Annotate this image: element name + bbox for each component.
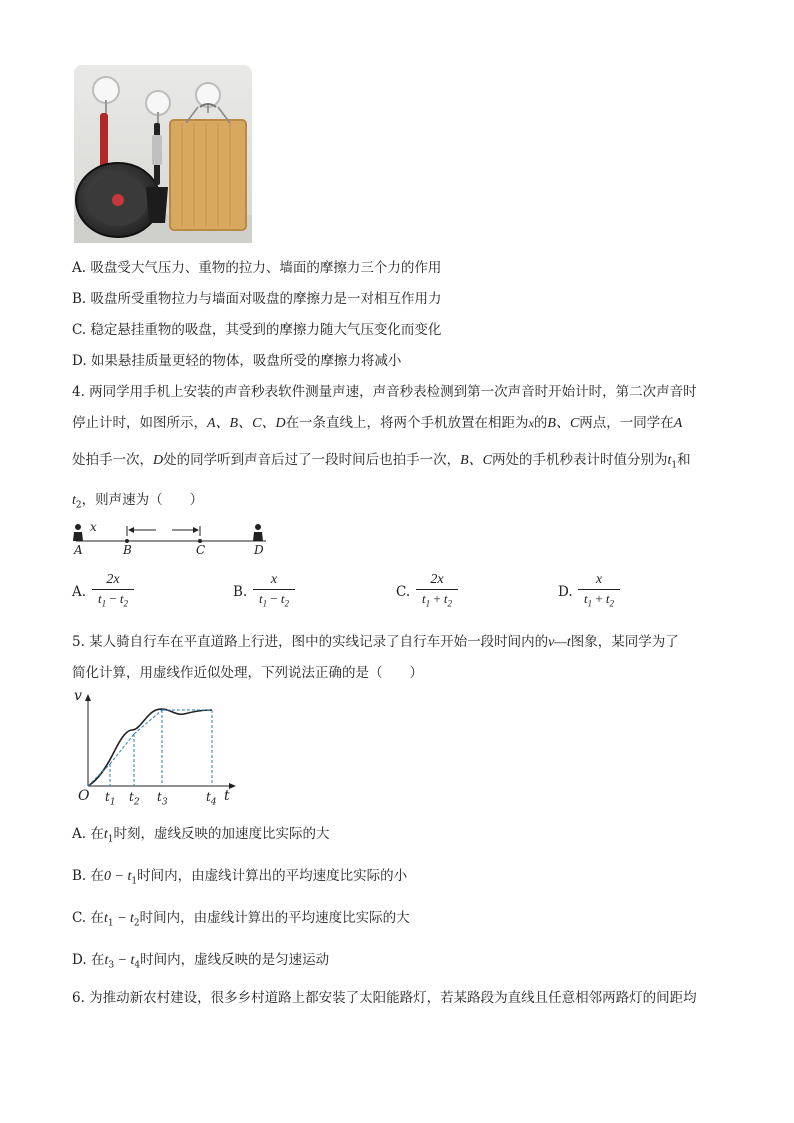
q4-option-c-label: C. bbox=[396, 584, 411, 600]
q4-option-b-fraction: x $t_1 - t_2$ bbox=[253, 572, 295, 609]
q4-distance-label: x bbox=[90, 520, 97, 534]
q4-option-d-fraction: x $t_1 + t_2$ bbox=[578, 572, 620, 609]
person-d-icon bbox=[253, 524, 263, 541]
q4-stem-line3: 处拍手一次，D处的同学听到声音后过了一段时间后也拍手一次，B、C两处的手机秒表计时值分别为$t_1$和 bbox=[72, 452, 691, 471]
q5-option-b: B. 在$0 - t_1$时间内，由虚线计算出的平均速度比实际的小 bbox=[72, 868, 408, 887]
q5-tick-t1: $t_1$ bbox=[105, 790, 116, 808]
q3-option-d: D. 如果悬挂质量更轻的物体，吸盘所受的摩擦力将减小 bbox=[72, 353, 402, 369]
q3-option-c: C. 稳定悬挂重物的吸盘，其受到的摩擦力随大气压变化而变化 bbox=[72, 322, 442, 338]
q5-tick-t4: $t_4$ bbox=[206, 790, 217, 808]
q5-graph-y-label: v bbox=[74, 688, 82, 704]
person-a-icon bbox=[73, 524, 83, 541]
q3-option-b: B. 吸盘所受重物拉力与墙面对吸盘的摩擦力是一对相互作用力 bbox=[72, 291, 442, 307]
q4-line-diagram bbox=[68, 516, 278, 558]
q5-tick-t2: $t_2$ bbox=[129, 790, 140, 808]
q4-option-a-label: A. bbox=[72, 584, 87, 600]
q4-option-c-fraction: 2x $t_1 + t_2$ bbox=[416, 572, 458, 609]
suction-hooks-photo bbox=[74, 65, 252, 243]
q4-point-a: A bbox=[74, 543, 83, 557]
q4-point-c: C bbox=[196, 543, 206, 557]
q4-option-d-label: D. bbox=[558, 584, 573, 600]
q4-stem-line4: $t_2$，则声速为（ ） bbox=[72, 492, 204, 511]
q5-stem-line2: 简化计算，用虚线作近似处理，下列说法正确的是（ ） bbox=[72, 665, 423, 681]
q4-point-d: D bbox=[254, 543, 264, 557]
q5-option-a: A. 在$t_1$时刻，虚线反映的加速度比实际的大 bbox=[72, 826, 330, 845]
q6-stem-line1: 6. 为推动新农村建设，很多乡村道路上都安装了太阳能路灯，若某路段为直线且任意相邻两路灯的间距均 bbox=[72, 990, 697, 1006]
q5-option-d: D. 在$t_3 - t_4$时间内，虚线反映的是匀速运动 bbox=[72, 952, 330, 971]
q5-option-c: C. 在$t_1 - t_2$时间内，由虚线计算出的平均速度比实际的大 bbox=[72, 910, 410, 929]
q5-graph-x-label: t bbox=[224, 788, 230, 804]
q4-point-b: B bbox=[123, 543, 132, 557]
q5-tick-t3: $t_3$ bbox=[157, 790, 168, 808]
q4-stem-line2: 停止计时，如图所示，A、B、C、D在一条直线上，将两个手机放置在相距为x的B、C两点，一同学在A bbox=[72, 415, 683, 431]
q5-vt-graph bbox=[70, 688, 250, 806]
q5-graph-origin: O bbox=[78, 788, 90, 804]
q4-option-b-label: B. bbox=[233, 584, 248, 600]
q4-stem-line1: 4. 两同学用手机上安装的声音秒表软件测量声速，声音秒表检测到第一次声音时开始计时，第二次声音时 bbox=[72, 384, 697, 400]
q4-option-a-fraction: 2x $t_1 - t_2$ bbox=[92, 572, 134, 609]
q3-option-a: A. 吸盘受大气压力、重物的拉力、墙面的摩擦力三个力的作用 bbox=[72, 260, 442, 276]
q5-stem-line1: 5. 某人骑自行车在平直道路上行进，图中的实线记录了自行车开始一段时间内的v—t图象，某同学为了 bbox=[72, 634, 679, 650]
